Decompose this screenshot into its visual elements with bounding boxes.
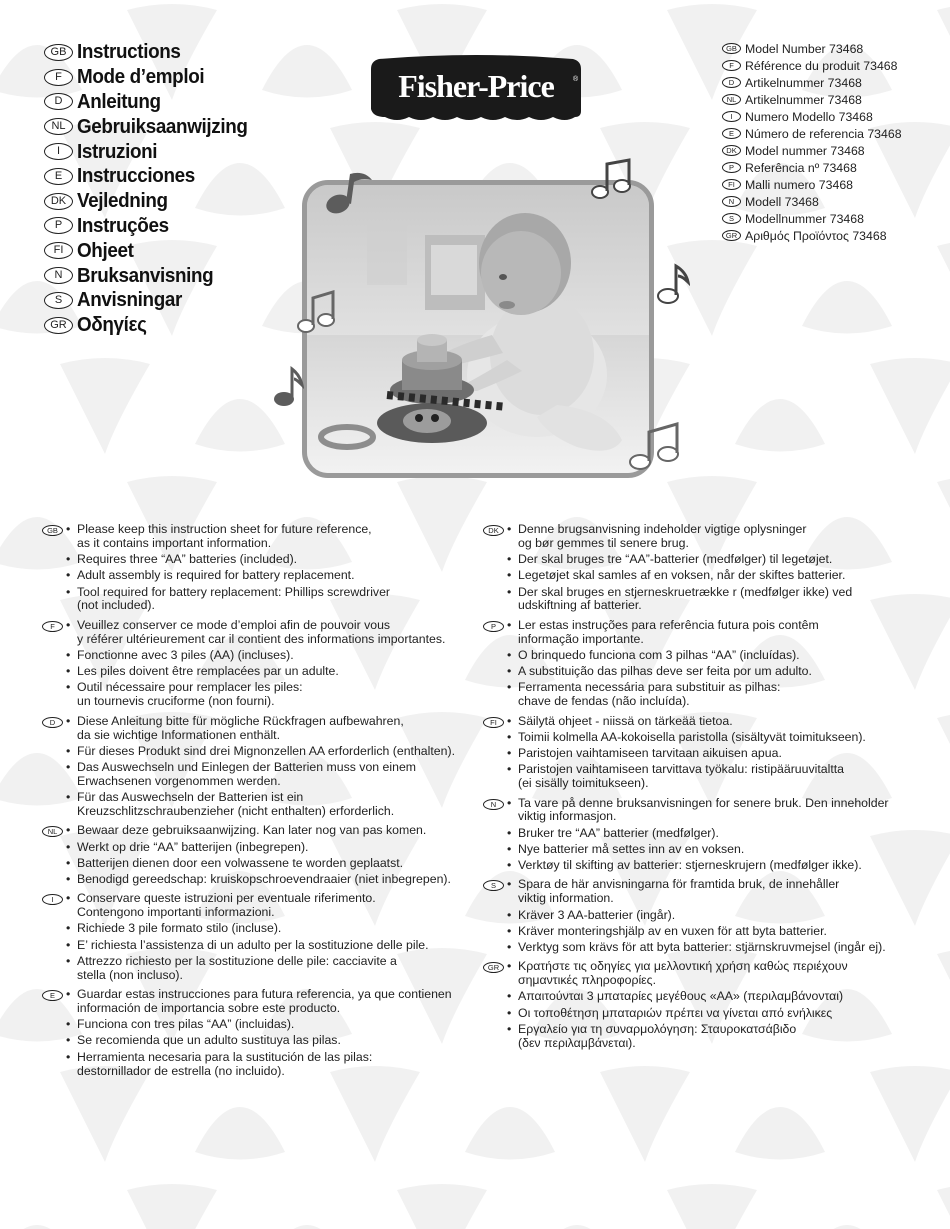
bullet-item	[507, 747, 908, 761]
bullet-text: Herramienta necesaria para la sustitución de las pilas: destornillador de estrella (no incluido).	[77, 1049, 373, 1078]
title-row	[44, 238, 262, 263]
bullet-text: Denne brugsanvisning indeholder vigtige oplysninger og bør gemmes til senere brug.	[518, 522, 807, 550]
bullet-text: Diese Anleitung bitte für mögliche Rückfragen aufbewahren, da sie wichtige Informationen enthält.	[77, 713, 404, 742]
language-section	[483, 797, 908, 876]
background-triangle	[195, 1107, 285, 1160]
language-badge: S	[483, 880, 504, 891]
bullet-dot: •	[66, 790, 71, 805]
title-text: Mode d’emploi	[77, 65, 205, 89]
language-badge: FI	[44, 242, 73, 259]
instructions-column-right	[483, 523, 908, 1056]
bullet-item	[66, 1018, 462, 1032]
product-photo	[302, 180, 654, 478]
bullet-item	[507, 797, 908, 825]
bullet-text: Für das Auswechseln der Batterien ist ein Kreuzschlitzschraubenzieher (nicht enthalten) erforderlich.	[77, 790, 395, 818]
bullet-list	[66, 892, 462, 985]
background-triangle	[397, 1184, 487, 1229]
bullet-item	[507, 715, 908, 729]
bullet-item	[507, 827, 908, 841]
bullet-text: Spara de här anvisningarna för framtida bruk, de innehåller viktig information.	[518, 877, 840, 906]
language-badge: I	[44, 143, 73, 160]
bullet-text: Säilytä ohjeet - niissä on tärkeää tietoa.	[518, 713, 733, 728]
bullet-item	[507, 649, 908, 663]
language-badge: E	[44, 168, 73, 185]
bullet-item	[507, 763, 908, 791]
language-badge: P	[44, 217, 73, 234]
language-section	[483, 619, 908, 712]
bullet-item	[66, 586, 462, 614]
registered-mark: ®	[573, 76, 579, 83]
bullet-dot: •	[507, 959, 512, 974]
title-row	[44, 90, 262, 115]
background-triangle	[870, 358, 950, 454]
language-badge: GR	[483, 962, 504, 973]
bullet-item	[66, 824, 462, 838]
title-text: Anleitung	[77, 89, 161, 113]
bullet-dot: •	[66, 664, 71, 679]
title-row	[44, 114, 262, 139]
language-badge: GB	[44, 44, 73, 61]
bullet-text: Kräver 3 AA-batterier (ingår).	[518, 907, 676, 922]
bullet-item	[66, 745, 462, 759]
bullet-list	[66, 523, 462, 616]
bullet-item	[66, 761, 462, 789]
bullet-dot: •	[66, 522, 71, 536]
language-badge: N	[722, 196, 741, 207]
background-triangle	[667, 1184, 757, 1229]
model-row	[722, 74, 902, 91]
background-triangle	[0, 1225, 82, 1229]
bullet-item	[507, 523, 908, 551]
bullet-dot: •	[507, 841, 512, 856]
background-triangle	[870, 1066, 950, 1162]
bullet-text: Outil nécessaire pour remplacer les piles: un tournevis cruciforme (non fourni).	[77, 680, 303, 709]
background-triangle	[802, 1225, 892, 1229]
language-badge: GR	[44, 317, 73, 334]
bullet-list	[507, 878, 908, 957]
background-triangle	[937, 1184, 950, 1229]
language-badge: I	[42, 894, 63, 905]
bullet-list	[507, 797, 908, 876]
bullet-item	[66, 553, 462, 567]
bullet-text: A substituição das pilhas deve ser feita por um adulto.	[518, 664, 812, 679]
language-badge: F	[722, 60, 741, 71]
model-text: Modellnummer 73468	[745, 211, 864, 226]
bullet-item	[66, 873, 462, 887]
bullet-text: E’ richiesta l’assistenza di un adulto per la sostituzione delle pile.	[77, 937, 429, 952]
bullet-item	[66, 841, 462, 855]
bullet-dot: •	[66, 823, 71, 838]
bullet-dot: •	[66, 1017, 71, 1032]
bullet-item	[507, 859, 908, 873]
bullet-item	[66, 681, 462, 709]
title-row	[44, 40, 262, 65]
language-badge: DK	[44, 193, 73, 210]
music-note-icon	[324, 168, 376, 216]
bullet-dot: •	[66, 1049, 71, 1064]
bullet-dot: •	[507, 713, 512, 728]
bullet-dot: •	[507, 746, 512, 761]
bullet-dot: •	[507, 1005, 512, 1020]
bullet-dot: •	[507, 923, 512, 938]
model-row	[722, 125, 902, 142]
title-text: Vejledning	[77, 189, 168, 213]
bullet-item	[66, 857, 462, 871]
language-section	[42, 715, 462, 822]
model-text: Model nummer 73468	[745, 143, 865, 158]
language-section	[42, 523, 462, 616]
model-text: Model Number 73468	[745, 41, 864, 56]
bullet-item	[507, 586, 908, 614]
model-text: Referência nº 73468	[745, 160, 857, 175]
model-text: Artikelnummer 73468	[745, 75, 862, 90]
language-badge: D	[722, 77, 741, 88]
bullet-text: Nye batterier må settes inn av en voksen.	[518, 841, 745, 856]
bullet-item	[507, 731, 908, 745]
title-text: Instruções	[77, 213, 169, 237]
bullet-item	[507, 619, 908, 647]
bullet-item	[507, 681, 908, 709]
bullet-text: Funciona con tres pilas “AA” (incluidas).	[77, 1017, 295, 1032]
bullet-dot: •	[507, 522, 512, 536]
title-row	[44, 214, 262, 239]
bullet-dot: •	[66, 647, 71, 662]
bullet-text: Conservare queste istruzioni per eventuale riferimento. Contengono importanti informazioni.	[77, 891, 376, 920]
bullet-dot: •	[507, 1021, 512, 1036]
language-badge: NL	[44, 118, 73, 135]
bullet-item	[66, 665, 462, 679]
bullet-list	[507, 715, 908, 794]
model-text: Αριθμός Προϊόντος 73468	[745, 228, 887, 243]
model-row	[722, 108, 902, 125]
background-triangle	[735, 1107, 825, 1160]
bullet-dot: •	[507, 729, 512, 744]
language-section	[483, 523, 908, 616]
bullet-dot: •	[66, 584, 71, 599]
bullet-dot: •	[507, 907, 512, 922]
bullet-item	[66, 619, 462, 647]
bullet-dot: •	[507, 552, 512, 567]
language-badge: F	[42, 621, 63, 632]
bullet-text: Tool required for battery replacement: Phillips screwdriver (not included).	[77, 584, 391, 613]
bullet-text: Veuillez conserver ce mode d’emploi afin de pouvoir vous y référer ultérieurement car il contient des informations importantes.	[77, 617, 446, 646]
bullet-item	[66, 1051, 462, 1079]
bullet-text: Verktøy til skifting av batterier: stjerneskrujern (medfølger ikke).	[518, 858, 862, 873]
language-badge: GB	[42, 525, 63, 536]
background-triangle	[937, 948, 950, 1044]
bullet-dot: •	[66, 568, 71, 583]
bullet-text: Bewaar deze gebruiksaanwijzing. Kan later nog van pas komen.	[77, 823, 427, 838]
bullet-text: Adult assembly is required for battery replacement.	[77, 568, 355, 583]
bullet-dot: •	[507, 568, 512, 583]
bullet-list	[66, 619, 462, 712]
bullet-dot: •	[66, 921, 71, 936]
bullet-dot: •	[507, 584, 512, 599]
background-triangle	[735, 399, 825, 452]
background-triangle	[262, 45, 352, 98]
background-triangle	[937, 712, 950, 808]
bullet-text: Das Auswechseln und Einlegen der Batterien muss von einem Erwachsenen vorgenommen werden.	[77, 759, 417, 788]
bullet-item	[66, 988, 462, 1016]
bullet-item	[66, 939, 462, 953]
model-text: Malli numero 73468	[745, 177, 854, 192]
bullet-item	[507, 1023, 908, 1051]
model-number-list	[722, 40, 902, 244]
bullet-text: Se recomienda que un adulto sustituya las pilas.	[77, 1033, 341, 1048]
title-text: Bruksanvisning	[77, 263, 214, 287]
bullet-item	[507, 925, 908, 939]
bullet-text: Benodigd gereedschap: kruiskopschroevendraaier (niet inbegrepen).	[77, 871, 451, 886]
language-section	[42, 892, 462, 985]
background-triangle	[60, 358, 150, 454]
title-text: Gebruiksaanwijzing	[77, 114, 248, 138]
bullet-item	[66, 569, 462, 583]
bullet-text: O brinquedo funciona com 3 pilhas “AA” (incluídas).	[518, 647, 800, 662]
bullet-text: Les piles doivent être remplacées par un adulte.	[77, 664, 339, 679]
background-triangle	[937, 240, 950, 336]
title-text: Istruzioni	[77, 139, 158, 163]
language-badge: E	[42, 990, 63, 1001]
bullet-list	[507, 523, 908, 616]
bullet-text: Attrezzo richiesto per la sostituzione delle pile: cacciavite a stella (non incluso).	[77, 953, 397, 982]
bullet-text: Paristojen vaihtamiseen tarvitaan aikuisen apua.	[518, 746, 782, 761]
instructions-title-list	[44, 40, 262, 338]
music-note-icon	[272, 365, 304, 409]
language-badge: P	[722, 162, 741, 173]
bullet-list	[66, 988, 462, 1081]
bullet-text: Der skal bruges tre “AA”-batterier (medfølger) til legetøjet.	[518, 552, 833, 567]
bullet-dot: •	[66, 1033, 71, 1048]
bullet-text: Απαιτούνται 3 μπαταρίες μεγέθους «AA» (περιλαμβάνονται)	[518, 989, 844, 1004]
bullet-dot: •	[66, 713, 71, 728]
model-row	[722, 142, 902, 159]
bullet-item	[66, 1034, 462, 1048]
language-badge: DK	[722, 145, 741, 156]
fisher-price-logo	[369, 55, 583, 123]
music-note-icon	[656, 262, 690, 306]
background-triangle	[937, 4, 950, 100]
title-text: Instrucciones	[77, 164, 195, 188]
bullet-text: Legetøjet skal samles af en voksen, når der skiftes batterier.	[518, 568, 846, 583]
bullet-dot: •	[66, 891, 71, 906]
bullet-list	[507, 619, 908, 712]
bullet-dot: •	[507, 858, 512, 873]
bullet-list	[507, 960, 908, 1053]
model-row	[722, 193, 902, 210]
bullet-dot: •	[66, 680, 71, 695]
bullet-text: Der skal bruges en stjerneskruetrække r (medfølger ikke) ved udskiftning af batterier.	[518, 584, 853, 613]
model-text: Artikelnummer 73468	[745, 92, 862, 107]
bullet-item	[507, 665, 908, 679]
bullet-text: Werkt op drie “AA” batterijen (inbegrepen).	[77, 839, 309, 854]
background-triangle	[262, 1225, 352, 1229]
bullet-item	[507, 960, 908, 988]
bullet-dot: •	[507, 617, 512, 632]
bullet-text: Requires three “AA” batteries (included).	[77, 552, 298, 567]
model-text: Número de referencia 73468	[745, 126, 902, 141]
language-badge: DK	[483, 525, 504, 536]
bullet-item	[66, 955, 462, 983]
bullet-text: Guardar estas instrucciones para futura referencia, ya que contienen información de importancia sobre este producto.	[77, 987, 452, 1016]
language-badge: NL	[42, 826, 63, 837]
bullet-dot: •	[507, 939, 512, 954]
bullet-dot: •	[66, 617, 71, 632]
language-badge: E	[722, 128, 741, 139]
language-section	[483, 960, 908, 1053]
language-badge: N	[483, 799, 504, 810]
bullet-text: Richiede 3 pile formato stilo (incluse).	[77, 921, 282, 936]
bullet-text: Ler estas instruções para referência futura pois contêm informação importante.	[518, 617, 819, 646]
language-section	[42, 619, 462, 712]
bullet-text: Εργαλείο για τη συναρμολόγηση: Σταυροκατσάβιδο (δεν περιλαμβάνεται).	[518, 1021, 797, 1050]
background-triangle	[802, 281, 892, 334]
language-section	[483, 878, 908, 957]
language-badge: P	[483, 621, 504, 632]
language-badge: S	[44, 292, 73, 309]
language-badge: GB	[722, 43, 741, 54]
bullet-dot: •	[507, 825, 512, 840]
bullet-text: Verktyg som krävs för att byta batterier: stjärnskruvmejsel (ingår ej).	[518, 939, 886, 954]
language-badge: D	[44, 93, 73, 110]
language-badge: NL	[722, 94, 741, 105]
bullet-text: Toimii kolmella AA-kokoisella paristolla (sisältyvät toimitukseen).	[518, 729, 866, 744]
bullet-dot: •	[507, 877, 512, 892]
language-badge: I	[722, 111, 741, 122]
language-section	[42, 824, 462, 889]
language-section	[483, 715, 908, 794]
bullet-dot: •	[507, 989, 512, 1004]
bullet-dot: •	[507, 680, 512, 695]
title-text: Anvisningar	[77, 288, 182, 312]
title-text: Οδηγίες	[77, 313, 147, 337]
title-row	[44, 139, 262, 164]
bullet-item	[507, 909, 908, 923]
model-row	[722, 57, 902, 74]
title-text: Instructions	[77, 40, 181, 64]
model-row	[722, 227, 902, 244]
bullet-item	[66, 649, 462, 663]
bullet-item	[66, 892, 462, 920]
bullet-text: Κρατήστε τις οδηγίες για μελλοντική χρήση καθώς περιέχουν σημαντικές πληροφορίες.	[518, 959, 848, 988]
bullet-dot: •	[66, 743, 71, 758]
bullet-text: Ferramenta necessária para substituir as pilhas: chave de fendas (não incluída).	[518, 680, 781, 709]
language-badge: GR	[722, 230, 741, 241]
bullet-text: Kräver monteringshjälp av en vuxen för att byta batterier.	[518, 923, 827, 938]
bullet-item	[507, 843, 908, 857]
bullet-item	[66, 715, 462, 743]
title-row	[44, 189, 262, 214]
bullet-list	[66, 824, 462, 889]
bullet-text: Ta vare på denne bruksanvisningen for senere bruk. Den inneholder viktig informasjon.	[518, 795, 889, 824]
title-text: Ohjeet	[77, 238, 134, 262]
title-row	[44, 65, 262, 90]
bullet-dot: •	[66, 759, 71, 774]
bullet-dot: •	[66, 953, 71, 968]
language-badge: FI	[483, 717, 504, 728]
model-text: Modell 73468	[745, 194, 819, 209]
bullet-text: Paristojen vaihtamiseen tarvittava työkalu: ristipääruuvitaltta (ei sisälly toimitukseen).	[518, 762, 845, 791]
logo-wordmark: Fisher-Price	[398, 68, 554, 104]
bullet-item	[507, 553, 908, 567]
model-text: Référence du produit 73468	[745, 58, 898, 73]
model-row	[722, 176, 902, 193]
bullet-dot: •	[66, 552, 71, 567]
bullet-item	[66, 922, 462, 936]
bullet-list	[66, 715, 462, 822]
bullet-dot: •	[66, 839, 71, 854]
bullet-dot: •	[507, 795, 512, 810]
bullet-item	[507, 569, 908, 583]
music-note-icon	[628, 420, 684, 476]
title-row	[44, 263, 262, 288]
background-triangle	[937, 476, 950, 572]
background-triangle	[532, 1225, 622, 1229]
bullet-item	[507, 990, 908, 1004]
bullet-dot: •	[66, 937, 71, 952]
model-row	[722, 210, 902, 227]
bullet-dot: •	[66, 871, 71, 886]
language-badge: S	[722, 213, 741, 224]
model-row	[722, 91, 902, 108]
bullet-dot: •	[507, 664, 512, 679]
instructions-column-left	[42, 523, 462, 1084]
background-triangle	[600, 1066, 690, 1162]
bullet-text: Batterijen dienen door een volwassene te worden geplaatst.	[77, 855, 404, 870]
bullet-item	[507, 878, 908, 906]
language-section	[42, 988, 462, 1081]
bullet-text: Für dieses Produkt sind drei Mignonzellen AA erforderlich (enthalten).	[77, 743, 455, 758]
bullet-item	[66, 791, 462, 819]
bullet-dot: •	[66, 855, 71, 870]
bullet-text: Bruker tre “AA” batterier (medfølger).	[518, 825, 719, 840]
model-text: Numero Modello 73468	[745, 109, 873, 124]
model-row	[722, 159, 902, 176]
bullet-dot: •	[507, 647, 512, 662]
background-triangle	[127, 1184, 217, 1229]
language-badge: N	[44, 267, 73, 284]
language-badge: F	[44, 69, 73, 86]
bullet-item	[66, 523, 462, 551]
bullet-dot: •	[507, 762, 512, 777]
model-row	[722, 40, 902, 57]
title-row	[44, 288, 262, 313]
baby-with-toy-image	[307, 185, 649, 473]
music-note-icon	[296, 288, 340, 338]
bullet-text: Οι τοποθέτηση μπαταριών πρέπει να γίνεται από ενήλικες	[518, 1005, 833, 1020]
background-triangle	[465, 1107, 555, 1160]
language-badge: FI	[722, 179, 741, 190]
bullet-text: Fonctionne avec 3 piles (AA) (incluses).	[77, 647, 294, 662]
bullet-item	[507, 1007, 908, 1021]
music-note-icon	[590, 158, 634, 206]
bullet-text: Please keep this instruction sheet for future reference, as it contains important information.	[77, 522, 372, 550]
title-row	[44, 313, 262, 338]
title-row	[44, 164, 262, 189]
bullet-dot: •	[66, 987, 71, 1002]
bullet-item	[507, 941, 908, 955]
language-badge: D	[42, 717, 63, 728]
